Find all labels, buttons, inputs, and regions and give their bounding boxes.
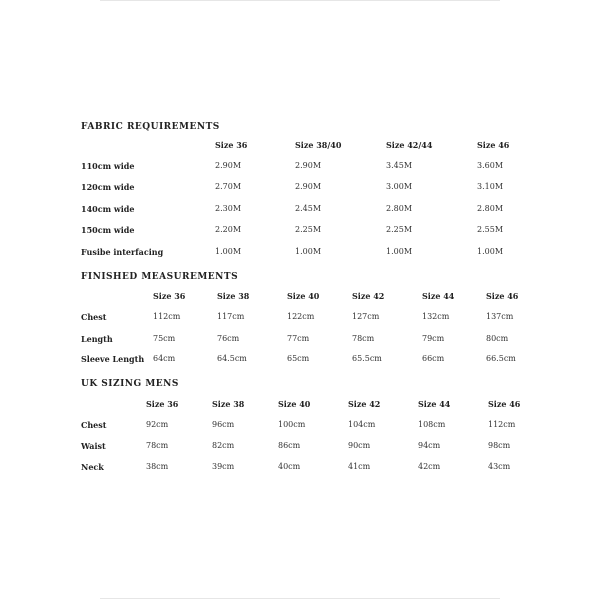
table-cell: 2.45M: [295, 204, 322, 213]
table-cell: 82cm: [212, 441, 235, 450]
table-cell: 75cm: [153, 334, 176, 343]
table-cell: 43cm: [488, 462, 511, 471]
table-cell: 2.25M: [386, 225, 413, 234]
section-title: FABRIC REQUIREMENTS: [81, 122, 220, 132]
table-cell: 42cm: [418, 462, 441, 471]
table-cell: 66cm: [422, 354, 445, 363]
row-label: Chest: [81, 312, 107, 322]
table-cell: 108cm: [418, 420, 446, 429]
table-cell: 127cm: [352, 312, 380, 321]
table-cell: 117cm: [217, 312, 245, 321]
column-header: Size 46: [477, 140, 510, 150]
column-header: Size 46: [488, 399, 521, 409]
column-header: Size 42/44: [386, 140, 433, 150]
table-cell: 3.60M: [477, 161, 504, 170]
table-cell: 1.00M: [386, 247, 413, 256]
table-cell: 2.30M: [215, 204, 242, 213]
column-header: Size 38: [212, 399, 245, 409]
table-cell: 112cm: [488, 420, 516, 429]
table-cell: 79cm: [422, 334, 445, 343]
table-cell: 77cm: [287, 334, 310, 343]
table-cell: 65.5cm: [352, 354, 382, 363]
table-cell: 38cm: [146, 462, 169, 471]
column-header: Size 44: [418, 399, 451, 409]
column-header: Size 36: [153, 291, 186, 301]
column-header: Size 44: [422, 291, 455, 301]
table-cell: 3.00M: [386, 182, 413, 191]
table-cell: 2.90M: [295, 182, 322, 191]
table-cell: 66.5cm: [486, 354, 516, 363]
column-header: Size 38: [217, 291, 250, 301]
table-cell: 80cm: [486, 334, 509, 343]
column-header: Size 46: [486, 291, 519, 301]
top-divider: [100, 0, 500, 1]
table-cell: 2.90M: [215, 161, 242, 170]
table-cell: 64cm: [153, 354, 176, 363]
table-cell: 40cm: [278, 462, 301, 471]
column-header: Size 42: [352, 291, 385, 301]
table-cell: 2.70M: [215, 182, 242, 191]
table-cell: 104cm: [348, 420, 376, 429]
table-cell: 100cm: [278, 420, 306, 429]
table-cell: 96cm: [212, 420, 235, 429]
table-cell: 3.10M: [477, 182, 504, 191]
row-label: Fusibe interfacing: [81, 247, 164, 257]
table-cell: 1.00M: [295, 247, 322, 256]
column-header: Size 36: [146, 399, 179, 409]
table-cell: 137cm: [486, 312, 514, 321]
table-cell: 78cm: [146, 441, 169, 450]
row-label: Waist: [81, 441, 106, 451]
row-label: 150cm wide: [81, 225, 135, 235]
bottom-divider: [100, 598, 500, 599]
row-label: 120cm wide: [81, 182, 135, 192]
table-cell: 65cm: [287, 354, 310, 363]
table-cell: 39cm: [212, 462, 235, 471]
table-cell: 2.55M: [477, 225, 504, 234]
section-title: FINISHED MEASUREMENTS: [81, 272, 239, 282]
table-cell: 3.45M: [386, 161, 413, 170]
column-header: Size 40: [278, 399, 311, 409]
row-label: Neck: [81, 462, 104, 472]
column-header: Size 36: [215, 140, 248, 150]
column-header: Size 42: [348, 399, 381, 409]
column-header: Size 40: [287, 291, 320, 301]
table-cell: 92cm: [146, 420, 169, 429]
table-cell: 2.80M: [477, 204, 504, 213]
table-cell: 94cm: [418, 441, 441, 450]
table-cell: 41cm: [348, 462, 371, 471]
row-label: Length: [81, 334, 113, 344]
table-cell: 1.00M: [215, 247, 242, 256]
row-label: 140cm wide: [81, 204, 135, 214]
table-cell: 1.00M: [477, 247, 504, 256]
table-cell: 90cm: [348, 441, 371, 450]
table-cell: 64.5cm: [217, 354, 247, 363]
row-label: 110cm wide: [81, 161, 135, 171]
table-cell: 122cm: [287, 312, 315, 321]
table-cell: 86cm: [278, 441, 301, 450]
row-label: Sleeve Length: [81, 354, 145, 364]
column-header: Size 38/40: [295, 140, 342, 150]
table-cell: 2.25M: [295, 225, 322, 234]
table-cell: 78cm: [352, 334, 375, 343]
table-cell: 112cm: [153, 312, 181, 321]
section-title: UK SIZING MENS: [81, 379, 179, 389]
table-cell: 2.20M: [215, 225, 242, 234]
table-cell: 98cm: [488, 441, 511, 450]
table-cell: 2.80M: [386, 204, 413, 213]
row-label: Chest: [81, 420, 107, 430]
table-cell: 76cm: [217, 334, 240, 343]
table-cell: 2.90M: [295, 161, 322, 170]
table-cell: 132cm: [422, 312, 450, 321]
